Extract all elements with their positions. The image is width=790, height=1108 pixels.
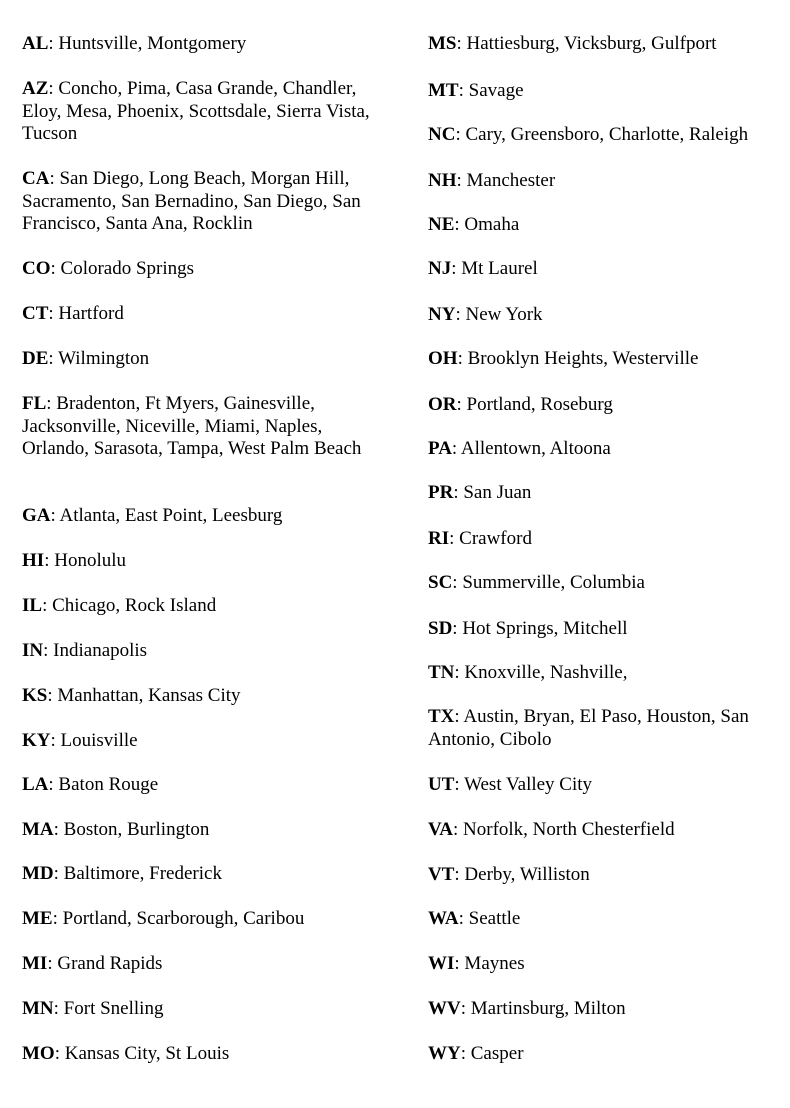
state-code: UT	[428, 774, 455, 795]
state-cities: : Crawford	[449, 528, 532, 549]
state-code: AL	[22, 33, 49, 54]
state-code: TX	[428, 706, 455, 727]
state-entry-wi	[428, 953, 773, 976]
state-code: VA	[428, 819, 453, 840]
state-code: MT	[428, 80, 459, 101]
state-entry-oh	[428, 348, 773, 371]
state-cities: : Allentown, Altoona	[451, 438, 611, 459]
state-entry-ne	[428, 214, 773, 237]
state-cities: : Portland, Scarborough, Caribou	[52, 908, 305, 929]
state-entry-mn	[22, 998, 382, 1021]
state-entry-ny	[428, 304, 773, 327]
state-code: HI	[22, 550, 45, 571]
state-entry-sc	[428, 572, 773, 595]
state-cities: : Brooklyn Heights, Westerville	[457, 348, 699, 369]
state-entry-ri	[428, 528, 773, 551]
state-entry-ut	[428, 774, 773, 797]
state-cities: : Austin, Bryan, El Paso, Houston, San Antonio, Cibolo	[428, 706, 749, 750]
state-entry-al	[22, 33, 382, 56]
state-cities: : Summerville, Columbia	[452, 572, 645, 593]
state-cities: : Knoxville, Nashville,	[454, 662, 628, 683]
state-cities: : Manchester	[456, 170, 556, 191]
state-entry-nh	[428, 170, 773, 193]
state-code: WA	[428, 908, 459, 929]
state-cities: : Wilmington	[48, 348, 150, 369]
state-entry-wa	[428, 908, 773, 931]
state-entry-in	[22, 640, 382, 663]
state-cities: : Maynes	[454, 953, 525, 974]
state-code: MD	[22, 863, 54, 884]
state-entry-hi	[22, 550, 382, 573]
state-cities: : Atlanta, East Point, Leesburg	[50, 505, 283, 526]
state-code: RI	[428, 528, 450, 549]
state-code: SD	[428, 618, 453, 639]
state-code: MI	[22, 953, 48, 974]
state-entry-ca	[22, 168, 382, 236]
state-cities: : Louisville	[50, 730, 138, 751]
state-cities: : Manhattan, Kansas City	[47, 685, 241, 706]
state-code: MO	[22, 1043, 55, 1064]
state-code: IN	[22, 640, 44, 661]
state-cities: : West Valley City	[454, 774, 593, 795]
state-entry-pa	[428, 438, 773, 461]
state-code: KS	[22, 685, 48, 706]
state-code: WV	[428, 998, 461, 1019]
state-entry-nj	[428, 258, 773, 281]
state-cities: : Baton Rouge	[48, 774, 159, 795]
state-entry-ga	[22, 505, 382, 528]
state-entry-fl	[22, 393, 382, 461]
state-cities: : San Juan	[453, 482, 532, 503]
state-cities: : Mt Laurel	[451, 258, 538, 279]
state-cities: : Baltimore, Frederick	[53, 863, 222, 884]
state-code: LA	[22, 774, 49, 795]
state-cities: : Honolulu	[44, 550, 126, 571]
state-cities: : Norfolk, North Chesterfield	[453, 819, 675, 840]
state-entry-pr	[428, 482, 773, 505]
state-entry-wv	[428, 998, 773, 1021]
state-entry-mt	[428, 80, 773, 103]
state-entry-la	[22, 774, 382, 797]
state-entry-tn	[428, 662, 773, 685]
state-code: VT	[428, 864, 455, 885]
state-entry-co	[22, 258, 382, 281]
state-entry-ma	[22, 819, 382, 842]
state-entry-nc	[428, 124, 773, 147]
state-code: CO	[22, 258, 51, 279]
state-entry-wy	[428, 1043, 773, 1066]
state-cities: : New York	[455, 304, 543, 325]
state-cities: : Kansas City, St Louis	[54, 1043, 230, 1064]
state-code: NE	[428, 214, 455, 235]
state-code: FL	[22, 393, 47, 414]
state-code: CA	[22, 168, 50, 189]
state-cities: : Grand Rapids	[47, 953, 163, 974]
state-entry-de	[22, 348, 382, 371]
state-code: GA	[22, 505, 51, 526]
state-code: NC	[428, 124, 456, 145]
state-cities: : Hot Springs, Mitchell	[452, 618, 628, 639]
state-entry-tx	[428, 706, 773, 751]
state-code: KY	[22, 730, 51, 751]
state-entry-or	[428, 394, 773, 417]
state-cities: : Derby, Williston	[454, 864, 590, 885]
state-entry-il	[22, 595, 382, 618]
state-entry-mi	[22, 953, 382, 976]
state-code: DE	[22, 348, 49, 369]
state-cities: : Fort Snelling	[53, 998, 164, 1019]
state-cities: : Martinsburg, Milton	[460, 998, 626, 1019]
state-code: NY	[428, 304, 456, 325]
state-cities: : San Diego, Long Beach, Morgan Hill, Sacramento, San Bernadino, San Diego, San Francisco, Santa Ana, Rocklin	[22, 168, 361, 234]
state-cities: : Indianapolis	[43, 640, 148, 661]
state-cities: : Omaha	[454, 214, 520, 235]
state-cities: : Bradenton, Ft Myers, Gainesville, Jacksonville, Niceville, Miami, Naples, Orlando, Sarasota, Tampa, West Palm Beach	[22, 393, 362, 459]
state-entry-ky	[22, 730, 382, 753]
state-code: WI	[428, 953, 455, 974]
state-entry-md	[22, 863, 382, 886]
state-entry-ks	[22, 685, 382, 708]
state-cities: : Colorado Springs	[50, 258, 195, 279]
state-code: AZ	[22, 78, 49, 99]
state-code: SC	[428, 572, 453, 593]
state-cities: : Chicago, Rock Island	[42, 595, 217, 616]
state-cities: : Boston, Burlington	[53, 819, 210, 840]
state-code: IL	[22, 595, 43, 616]
state-code: PR	[428, 482, 454, 503]
state-code: NJ	[428, 258, 452, 279]
state-code: NH	[428, 170, 457, 191]
state-code: MS	[428, 33, 457, 54]
state-entry-ct	[22, 303, 382, 326]
state-code: OH	[428, 348, 458, 369]
state-cities: : Hattiesburg, Vicksburg, Gulfport	[456, 33, 717, 54]
state-entry-ms	[428, 33, 773, 56]
state-cities: : Seattle	[458, 908, 521, 929]
state-code: PA	[428, 438, 452, 459]
state-cities: : Cary, Greensboro, Charlotte, Raleigh	[455, 124, 749, 145]
state-code: MN	[22, 998, 54, 1019]
state-cities: : Hartford	[48, 303, 124, 324]
state-cities: : Savage	[458, 80, 524, 101]
state-entry-va	[428, 819, 773, 842]
state-cities: : Casper	[460, 1043, 524, 1064]
state-cities: : Concho, Pima, Casa Grande, Chandler, Eloy, Mesa, Phoenix, Scottsdale, Sierra Vista, Tucson	[22, 78, 370, 144]
state-cities: : Huntsville, Montgomery	[48, 33, 247, 54]
state-code: ME	[22, 908, 53, 929]
state-cities: : Portland, Roseburg	[456, 394, 613, 415]
state-entry-sd	[428, 618, 773, 641]
state-entry-mo	[22, 1043, 382, 1066]
state-code: TN	[428, 662, 455, 683]
state-entry-vt	[428, 864, 773, 887]
state-entry-me	[22, 908, 382, 931]
state-code: WY	[428, 1043, 461, 1064]
state-code: CT	[22, 303, 49, 324]
state-entry-az	[22, 78, 382, 146]
state-code: OR	[428, 394, 457, 415]
state-code: MA	[22, 819, 54, 840]
